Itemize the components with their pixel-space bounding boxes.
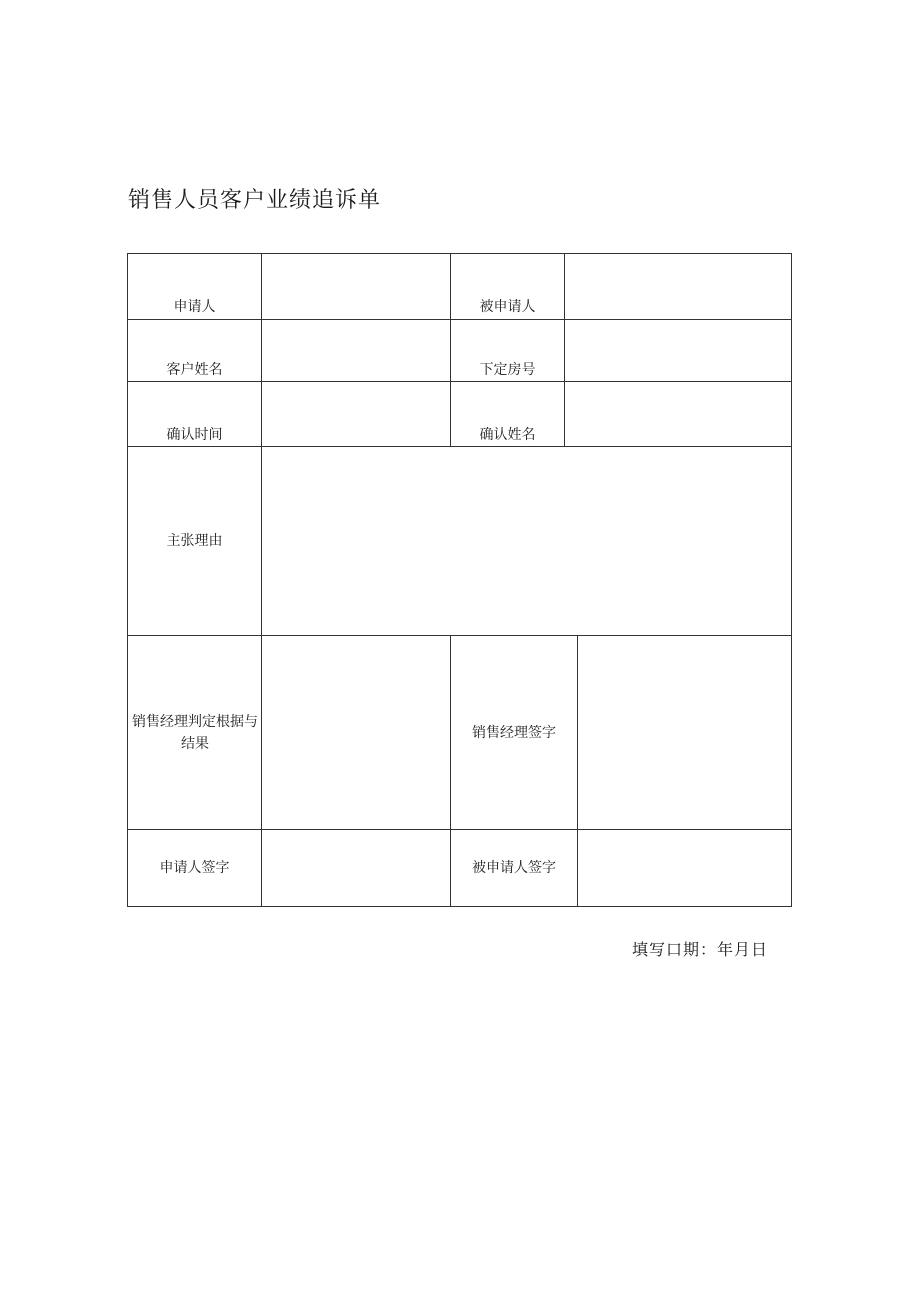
manager-sign-label: 销售经理签字 [472, 725, 556, 741]
confirm-name-label: 确认姓名 [479, 427, 536, 443]
applicant-sign-field[interactable] [262, 830, 450, 906]
customer-name-label: 客户姓名 [166, 362, 223, 378]
fill-date: 填写口期：年月日 [632, 940, 769, 959]
column-divider [450, 254, 451, 446]
applicant-field[interactable] [262, 254, 450, 319]
deposit-room-label: 下定房号 [479, 362, 536, 378]
respondent-field[interactable] [565, 254, 791, 319]
document-title: 销售人员客户业绩追诉单 [128, 188, 382, 213]
confirm-time-label: 确认时间 [166, 427, 223, 443]
claim-form-table [127, 253, 792, 907]
manager-basis-field[interactable] [262, 636, 450, 829]
customer-name-field[interactable] [262, 320, 450, 381]
respondent-label: 被申请人 [479, 299, 536, 315]
claim-reason-label: 主张理由 [166, 533, 223, 549]
confirm-time-field[interactable] [262, 382, 450, 446]
confirm-name-field[interactable] [565, 382, 791, 446]
deposit-room-field[interactable] [565, 320, 791, 381]
respondent-sign-label: 被申请人签字 [472, 860, 556, 876]
manager-basis-label: 销售经理判定根据与结果 [132, 714, 258, 752]
respondent-sign-field[interactable] [578, 830, 791, 906]
applicant-sign-label: 申请人签字 [159, 860, 230, 876]
claim-reason-field[interactable] [262, 447, 791, 635]
applicant-label: 申请人 [173, 299, 216, 315]
manager-sign-field[interactable] [578, 636, 791, 829]
